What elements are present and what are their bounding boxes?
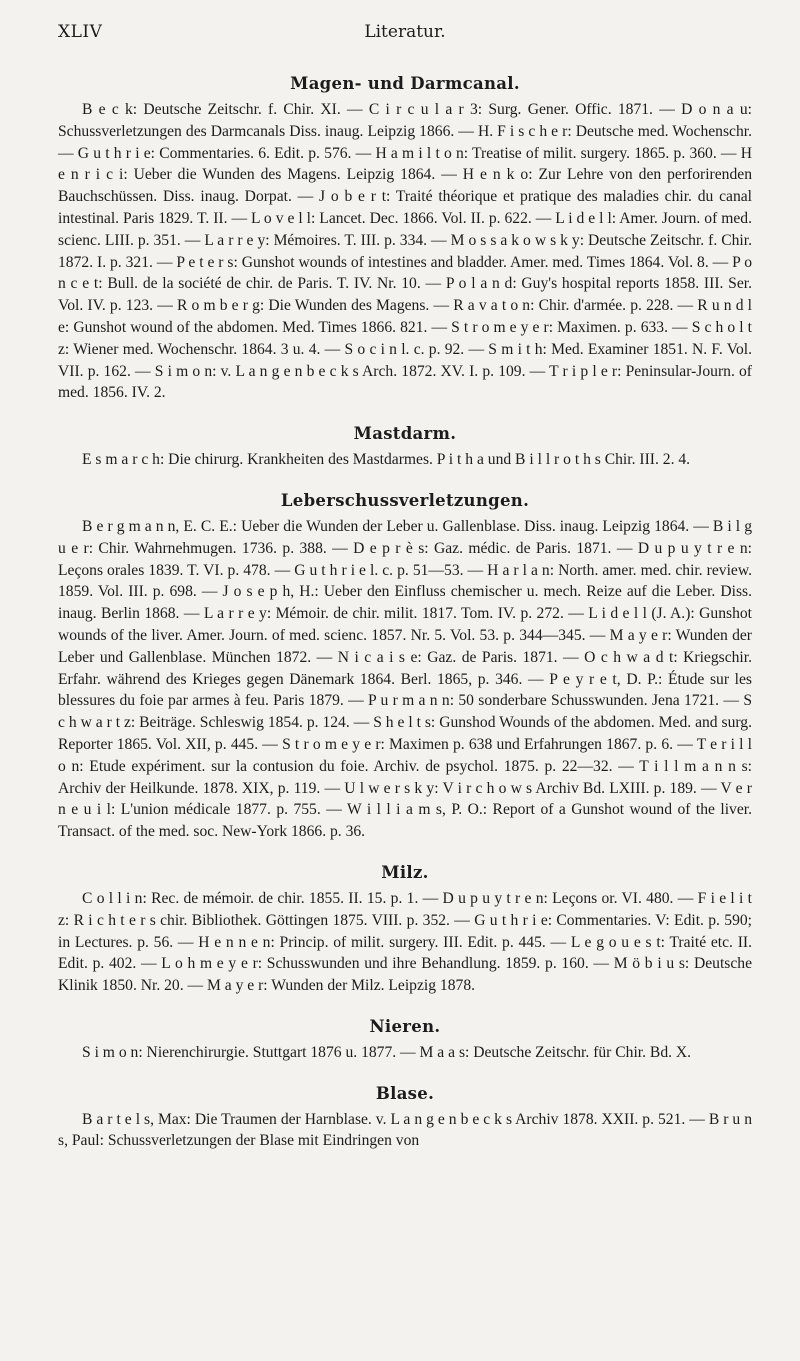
section-heading: Blase. [375, 1083, 435, 1103]
section-milz [58, 863, 752, 997]
page-number: XLIV [58, 22, 103, 42]
section-heading: Milz. [381, 862, 429, 882]
section-body: S i m o n: Nierenchirurgie. Stuttgart 1876 u. 1877. — M a a s: Deutsche Zeitschr. für Chir. Bd. X. [82, 1043, 692, 1061]
running-title: Literatur. [364, 22, 446, 42]
section-nieren [58, 1017, 752, 1064]
section-blase [58, 1084, 752, 1153]
section-body: B a r t e l s, Max: Die Traumen der Harnblase. v. L a n g e n b e c k s Archiv 1878. XXII. p. 521. — B r u n s, Paul: Schussverletzungen der Blase mit Eindringen von [58, 1110, 752, 1150]
section-heading: Mastdarm. [353, 424, 457, 444]
section-heading: Leberschussverletzungen. [280, 490, 530, 510]
section-leberschussverletzungen [58, 491, 752, 843]
section-body: E s m a r c h: Die chirurg. Krankheiten des Mastdarmes. P i t h a und B i l l r o t h s Chir. III. 2. 4. [82, 451, 691, 469]
section-mastdarm [58, 424, 752, 471]
section-body: C o l l i n: Rec. de mémoir. de chir. 1855. II. 15. p. 1. — D u p u y t r e n: Leçons or. VI. 480. — F i e l i t z: R i c h t e r s chir. Bibliothek. Göttingen 1875. VIII. p. 352. — G u t h r i e: Commentaries. V: Edit. p. 590; in Lectures. p. 56. — H e n n e n: Princip. of milit. surgery. III. Edit. p. 445. — L e g o u e s t: Traité etc. II. Edit. p. 402. — L o h m e y e r: Schusswunden und ihre Behandlung. 1859. p. 160. — M ö b i u s: Deutsche Klinik 1850. Nr. 20. — M a y e r: Wunden der Milz. Leipzig 1878. [58, 889, 752, 995]
section-magen-darmcanal [58, 74, 752, 404]
section-body: B e r g m a n n, E. C. E.: Ueber die Wunden der Leber u. Gallenblase. Diss. inaug. Leipzig 1864. — B i l g u e r: Chir. Wahrnehmugen. 1736. p. 388. — D e p r è s: Gaz. médic. de Paris. 1871. — D u p u y t r e n: Leçons orales 1839. T. VI. p. 478. — G u t h r i e l. c. p. 51—53. — H a r l a n: North. amer. med. chir. review. 1859. Vol. III. p. 698. — J o s e p h, H.: Ueber den Einfluss chemischer u. mech. Reize auf die Leber. Diss. inaug. Berlin 1868. — L a r r e y: Mémoir. de chir. milit. 1817. Tom. IV. p. 272. — L i d e l l (J. A.): Gunshot wounds of the liver. Amer. Journ. of med. scienc. 1857. Nr. 5. Vol. 53. p. 344—345. — M a y e r: Wunden der Leber und Gallenblase. München 1872. — N i c a i s e: Gaz. de Paris. 1871. — O c h w a d t: Kriegschir. Erfahr. während des Krieges gegen Dänemark 1864. Berl. 1865, p. 346. — P e y r e t, D. P.: Étude sur les blessures du foie par armes à feu. Paris 1879. — P u r m a n n: 50 sonderbare Schusswunden. Jena 1721. — S c h w a r t z: Beiträge. Schleswig 1854. p. 124. — S h e l t s: Gunshod Wounds of the abdomen. Med. and surg. Reporter 1865. Vol. XII, p. 445. — S t r o m e y e r: Maximen p. 638 und Erfahrungen 1867. p. 6. — T e r i l l o n: Etude expériment. sur la contusion du foie. Archiv. de psychol. 1875. p. 22—32. — T i l l m a n n s: Archiv der Heilkunde. 1878. XIX, p. 119. — U l w e r s k y: V i r c h o w s Archiv Bd. LXIII. p. 189. — V e r n e u i l: L'union médicale 1877. p. 755. — W i l l i a m s, P. O.: Report of a Gunshot wound of the liver. Transact. of the med. soc. New-York 1866. p. 36. [58, 517, 752, 841]
section-heading: Nieren. [369, 1016, 441, 1036]
section-body: B e c k: Deutsche Zeitschr. f. Chir. XI. — C i r c u l a r 3: Surg. Gener. Offic. 1871. — D o n a u: Schussverletzungen des Darmcanals Diss. inaug. Leipzig 1866. — H. F i s c h e r: Deutsche med. Wochenschr. — G u t h r i e: Commentaries. 6. Edit. p. 576. — H a m i l t o n: Treatise of milit. surgery. 1865. p. 360. — H e n r i c i: Ueber die Wunden des Magens. Leipzig 1864. — H e n k o: Zur Lehre von den perforirenden Bauchschüssen. Diss. inaug. Dorpat. — J o b e r t: Traité théorique et pratique des maladies chir. du canal intestinal. Paris 1829. T. II. — L o v e l l: Lancet. Dec. 1866. Vol. II. p. 622. — L i d e l l: Amer. Journ. of med. scienc. LIII. p. 351. — L a r r e y: Mémoires. T. III. p. 334. — M o s s a k o w s k y: Deutsche Zeitschr. f. Chir. 1872. I. p. 321. — P e t e r s: Gunshot wounds of intestines and bladder. Amer. med. Times 1864. Vol. 8. — P o n c e t: Bull. de la société de chir. de Paris. T. IV. Nr. 10. — P o l a n d: Guy's hospital reports 1858. III. Ser. Vol. IV. p. 123. — R o m b e r g: Die Wunden des Magens. — R a v a t o n: Chir. d'armée. p. 228. — R u n d l e: Gunshot wound of the abdomen. Med. Times 1866. 821. — S t r o m e y e r: Maximen. p. 633. — S c h o l t z: Wiener med. Wochenschr. 1864. 3 u. 4. — S o c i n l. c. p. 92. — S m i t h: Med. Examiner 1851. N. F. Vol. VII. p. 162. — S i m o n: v. L a n g e n b e c k s Arch. 1872. XV. I. p. 109. — T r i p l e r: Peninsular-Journ. of med. 1856. IV. 2. [58, 101, 752, 402]
running-head [58, 0, 752, 58]
section-heading: Magen- und Darmcanal. [290, 74, 520, 93]
